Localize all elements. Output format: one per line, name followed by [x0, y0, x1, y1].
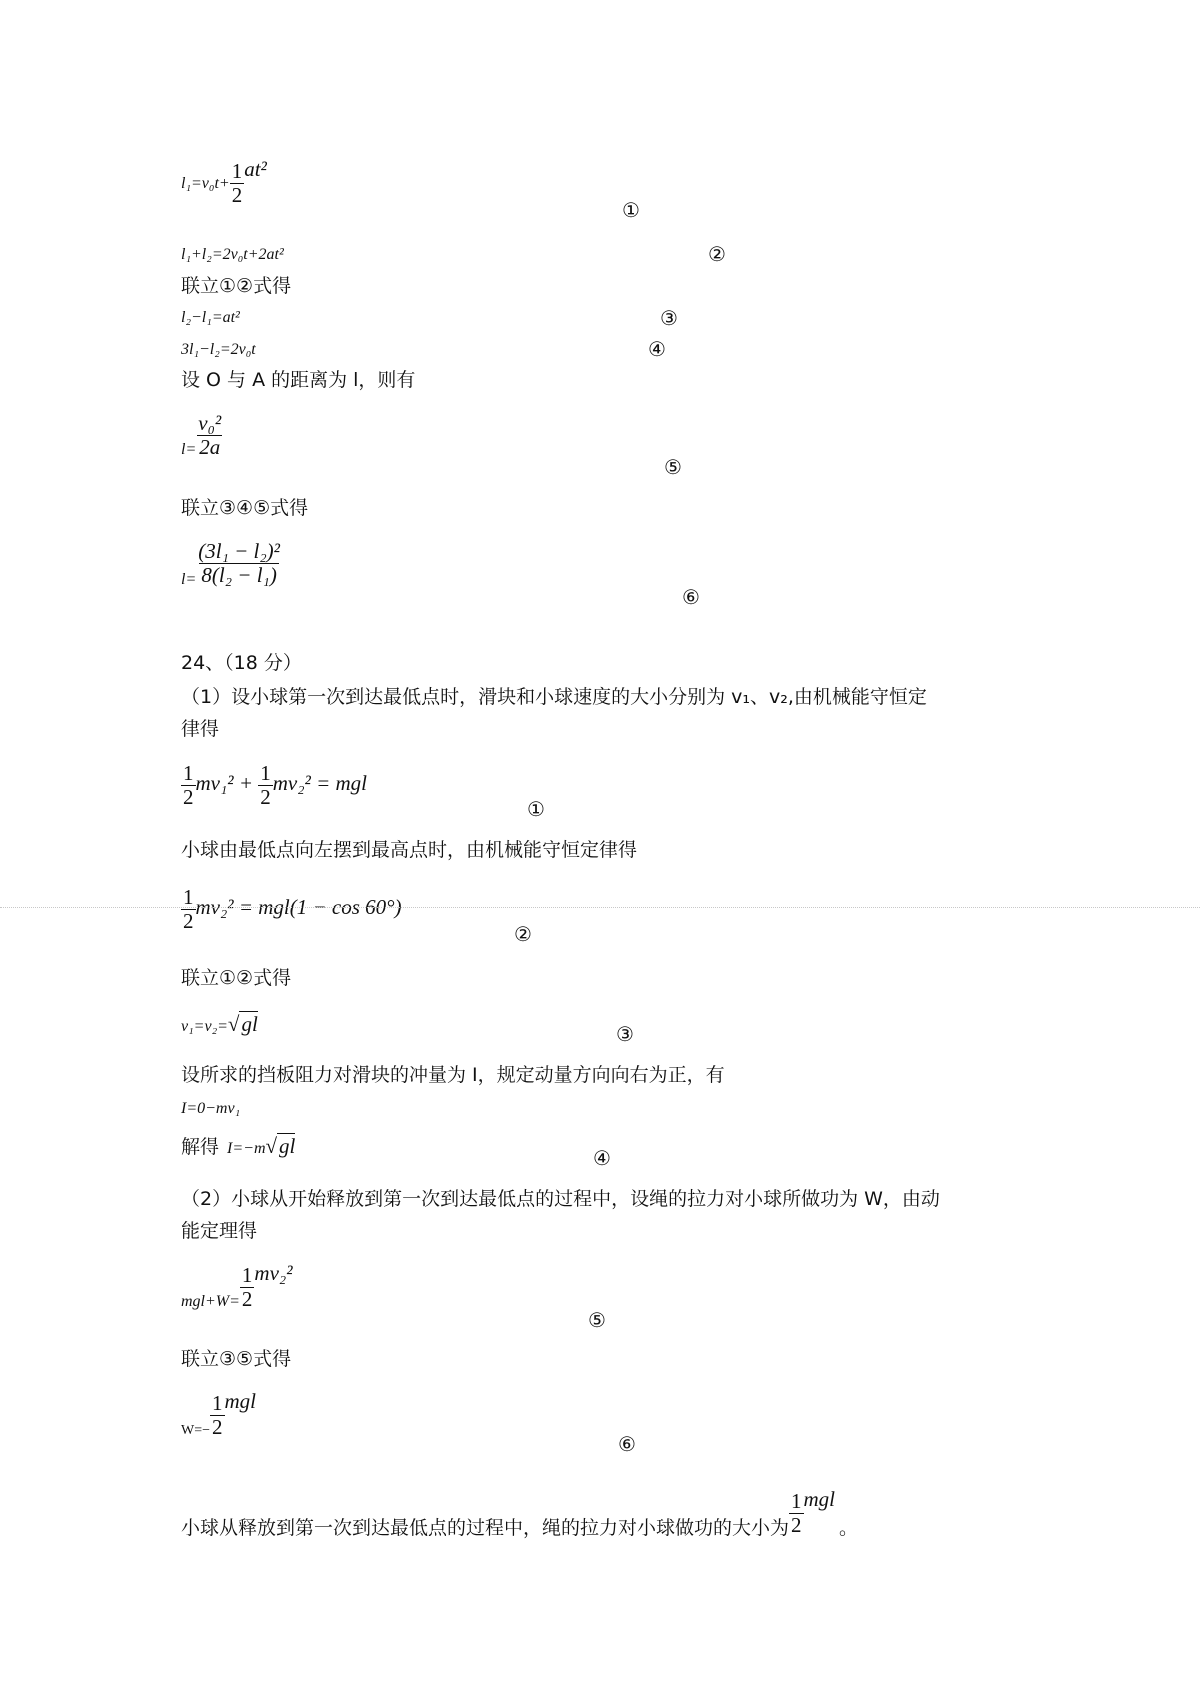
eq-5-den: 2a — [199, 435, 221, 460]
half-num: 1 — [183, 761, 194, 785]
q24-part1-line1: （1）设小球第一次到达最低点时，滑块和小球速度的大小分别为 v₁、v₂,由机械能守恒定 — [181, 686, 927, 708]
half-den: 2 — [241, 1287, 253, 1312]
eq-1-rhs: at² — [244, 157, 267, 182]
q24-part1-line2: 律得 — [181, 718, 220, 740]
eq-2: l₁+l₂=2v₀t+2at² — [181, 246, 284, 263]
q24-combine-35-text: 联立③⑤式得 — [181, 1348, 292, 1370]
eq-4-marker: ④ — [648, 337, 666, 361]
q24-eq-4 — [181, 1133, 295, 1160]
combine-12-text: 联立①②式得 — [181, 275, 292, 297]
half-den: 2 — [260, 785, 271, 810]
q24-eq-6-rhs: mgl — [224, 1389, 257, 1414]
q24-eq-2-marker: ② — [514, 922, 532, 946]
eq-6-marker: ⑥ — [682, 585, 700, 609]
q24-eq-3-root: gl — [241, 1012, 258, 1036]
eq-6-frac — [196, 540, 282, 587]
q24-eq-2-body: mv₂² = mgl(1 − cos 60°) — [195, 895, 402, 920]
q24-eq-2 — [181, 886, 402, 933]
q24-final-period: 。 — [839, 1517, 859, 1540]
q24-eq-6-lhs: W=− — [181, 1423, 211, 1439]
q24-eq-6 — [181, 1389, 257, 1440]
half-num: 1 — [241, 1263, 253, 1287]
q24-eq-3-lhs: v₁=v₂= — [181, 1018, 228, 1035]
half-den: 2 — [183, 785, 194, 810]
q24-eq-5 — [181, 1261, 293, 1312]
q24-eq-4-root: gl — [279, 1134, 296, 1158]
eq-5-frac — [196, 412, 223, 459]
eq-5-lhs: l= — [181, 441, 197, 459]
q24-eq-5-rhs: mv₂² — [254, 1261, 293, 1286]
page-fold-line — [0, 907, 1200, 908]
q24-final-line — [181, 1487, 859, 1540]
q24-eq-6-half — [210, 1392, 225, 1439]
sqrt-sign: √ — [227, 1012, 240, 1036]
q24-part2-line1: （2）小球从开始释放到第一次到达最低点的过程中，设绳的拉力对小球所做功为 W，由动 — [181, 1188, 940, 1210]
q24-eq-4-lhs: I=−m — [227, 1140, 266, 1157]
sqrt-sign: √ — [265, 1134, 278, 1158]
half-num: 1 — [212, 1391, 223, 1415]
q24-eq-5-lhs: mgl+W= — [181, 1293, 240, 1311]
eq-1-half-den: 2 — [231, 183, 243, 208]
q24-eq-1-part-b: mv₂² = mgl — [272, 771, 368, 796]
half-den: 2 — [212, 1415, 223, 1440]
q24-eq-2-half — [181, 886, 196, 933]
q24-impulse-text: 设所求的挡板阻力对滑块的冲量为 I，规定动量方向向右为正，有 — [181, 1064, 725, 1086]
eq-5-marker: ⑤ — [664, 455, 682, 479]
q24-eq-1-marker: ① — [527, 797, 545, 821]
q24-eq-4-marker: ④ — [593, 1146, 611, 1170]
eq-1-lhs: l₁=v₀t+ — [181, 175, 230, 193]
q24-final-text: 小球从释放到第一次到达最低点的过程中，绳的拉力对小球做功的大小为 — [181, 1517, 790, 1540]
q24-part2-line2: 能定理得 — [181, 1220, 258, 1242]
q24-final-rhs: mgl — [803, 1487, 836, 1512]
q24-eq-5-marker: ⑤ — [588, 1308, 606, 1332]
eq-4: 3l₁−l₂=2v₀t — [181, 341, 256, 358]
q24-impulse-eq: I=0−mv₁ — [181, 1100, 241, 1117]
q24-eq-3-marker: ③ — [616, 1022, 634, 1046]
eq-5-num: v₀² — [198, 411, 222, 435]
let-distance-text: 设 O 与 A 的距离为 l，则有 — [181, 369, 416, 391]
eq-1-half — [230, 160, 245, 207]
q24-combine-12-text: 联立①②式得 — [181, 967, 292, 989]
q24-eq-1-half-b — [258, 762, 273, 809]
half-num: 1 — [791, 1489, 802, 1513]
q24-eq-1 — [181, 762, 367, 809]
eq-3: l₂−l₁=at² — [181, 309, 240, 326]
eq-1 — [181, 157, 267, 208]
q24-swing-text: 小球由最低点向左摆到最高点时，由机械能守恒定律得 — [181, 839, 638, 861]
q24-final-half — [789, 1490, 804, 1537]
eq-6-lhs: l= — [181, 571, 197, 589]
eq-1-marker: ① — [622, 198, 640, 222]
eq-3-marker: ③ — [660, 306, 678, 330]
eq-5 — [181, 412, 223, 459]
eq-6-den: 8(l₂ − l₁) — [201, 563, 277, 588]
q24-eq-5-half — [240, 1264, 255, 1311]
half-num: 1 — [260, 761, 271, 785]
half-num: 1 — [183, 885, 194, 909]
q24-eq-6-marker: ⑥ — [618, 1432, 636, 1456]
half-den: 2 — [183, 909, 194, 934]
q24-solve-label: 解得 — [181, 1136, 220, 1158]
q24-eq-1-half-a — [181, 762, 196, 809]
eq-6 — [181, 540, 282, 587]
eq-2-marker: ② — [708, 242, 726, 266]
eq-1-half-num: 1 — [231, 159, 243, 183]
eq-6-num: (3l₁ − l₂)² — [198, 539, 280, 563]
half-den: 2 — [791, 1513, 802, 1538]
q24-eq-1-part-a: mv₁² + — [195, 771, 259, 796]
q24-eq-3 — [181, 1011, 258, 1038]
combine-345-text: 联立③④⑤式得 — [181, 497, 309, 519]
q24-heading: 24、（18 分） — [181, 652, 302, 674]
